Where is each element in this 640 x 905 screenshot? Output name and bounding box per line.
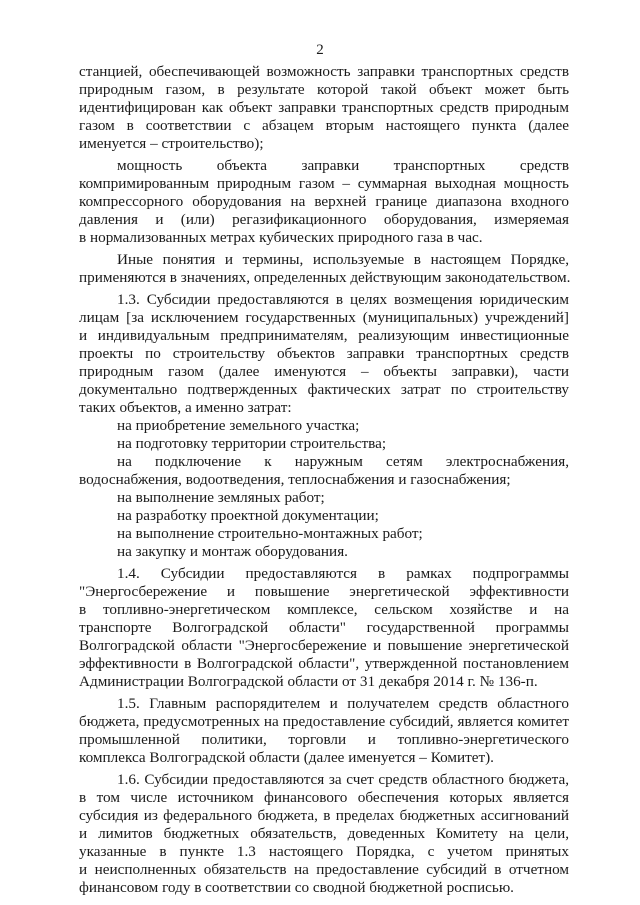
text-line: 1.4. Субсидии предоставляются в рамках подпрограммы [117, 565, 569, 582]
text-line: таких объектов, а именно затрат: [79, 399, 292, 416]
text-line: проекты по строительству объектов заправки транспортных средств [79, 345, 569, 362]
text-line: на подключение к наружным сетям электроснабжения, [117, 453, 569, 470]
text-line: газом в соответствии с абзацем вторым настоящего пункта (далее [79, 117, 569, 134]
text-line: применяются в значениях, определенных действующим законодательством. [79, 269, 571, 286]
text-line: Волгоградской области "Энергосбережение и повышение энергетической [79, 637, 569, 654]
text-line: Иные понятия и термины, используемые в настоящем Порядке, [117, 251, 569, 268]
page-number: 2 [316, 42, 324, 58]
text-line: бюджета, предусмотренных на предоставление субсидий, является комитет [79, 713, 569, 730]
text-line: идентифицирован как объект заправки транспортных средств природным [79, 99, 569, 116]
text-line: и индивидуальным предпринимателям, реализующим инвестиционные [79, 327, 569, 344]
text-line: промышленной политики, торговли и топливно-энергетического [79, 731, 569, 748]
document-body [79, 63, 569, 897]
text-line: станцией, обеспечивающей возможность заправки транспортных средств [79, 63, 569, 80]
text-line: на выполнение земляных работ; [117, 489, 325, 506]
text-line: мощность объекта заправки транспортных средств [117, 157, 569, 174]
text-line: "Энергосбережение и повышение энергетической эффективности [79, 583, 569, 600]
text-line: на закупку и монтаж оборудования. [117, 543, 348, 560]
text-line: эффективности в Волгоградской области", утвержденной постановлением [79, 655, 569, 672]
text-line: лицам [за исключением государственных (муниципальных) учреждений] [79, 309, 569, 326]
text-line: субсидия из федерального бюджета, в пределах бюджетных ассигнований [79, 807, 569, 824]
text-line: и лимитов бюджетных обязательств, доведенных Комитету на цели, [79, 825, 569, 842]
text-line: в том числе источником финансового обеспечения которых является [79, 789, 569, 806]
text-line: Администрации Волгоградской области от 31 декабря 2014 г. № 136-п. [79, 673, 538, 690]
text-line: на выполнение строительно-монтажных работ; [117, 525, 423, 542]
text-line: транспорте Волгоградской области" государственной программы [79, 619, 569, 636]
text-line: на приобретение земельного участка; [117, 417, 360, 434]
text-line: на подготовку территории строительства; [117, 435, 387, 452]
text-line: в нормализованных метрах кубических природного газа в час. [79, 229, 483, 246]
text-line: водоснабжения, водоотведения, теплоснабжения и газоснабжения; [79, 471, 511, 488]
text-line: природным газом (далее именуются – объекты заправки), части [79, 363, 569, 380]
text-line: природным газом, в результате которой такой объект может быть [79, 81, 569, 98]
text-line: 1.6. Субсидии предоставляются за счет средств областного бюджета, [117, 771, 569, 788]
text-line: и неисполненных обязательств на предоставление субсидий в отчетном [79, 861, 569, 878]
text-line: давления и (или) регазификационного оборудования, измеряемая [79, 211, 569, 228]
text-line: указанные в пункте 1.3 настоящего Порядка, с учетом принятых [79, 843, 569, 860]
text-line: компрессорного оборудования на верхней границе диапазона входного [79, 193, 569, 210]
text-line: финансовом году в соответствии со сводной бюджетной росписью. [79, 879, 514, 896]
text-line: 1.3. Субсидии предоставляются в целях возмещения юридическим [117, 291, 569, 308]
text-line: 1.5. Главным распорядителем и получателем средств областного [117, 695, 569, 712]
text-line: в топливно-энергетическом комплексе, сельском хозяйстве и на [79, 601, 569, 618]
text-line: именуется – строительство); [79, 135, 264, 152]
text-line: комплекса Волгоградской области (далее именуется – Комитет). [79, 749, 494, 766]
text-line: на разработку проектной документации; [117, 507, 379, 524]
text-line: компримированным природным газом – суммарная выходная мощность [79, 175, 569, 192]
text-line: документально подтвержденных фактических затрат по строительству [79, 381, 569, 398]
